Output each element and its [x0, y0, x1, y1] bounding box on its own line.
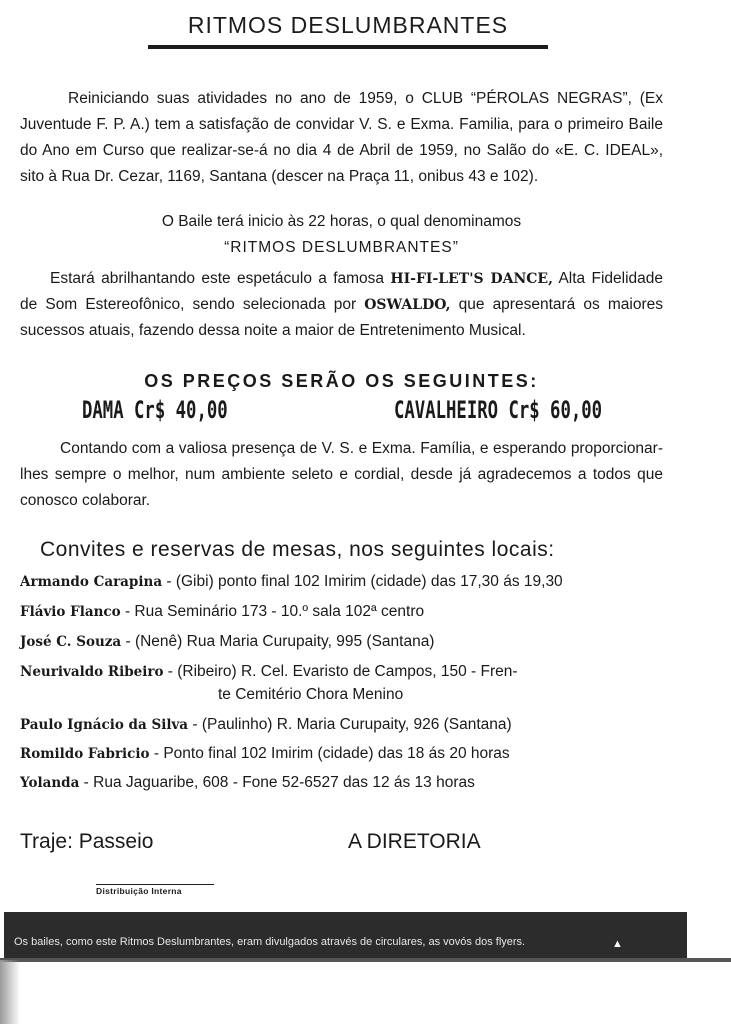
locations-heading: Convites e reservas de mesas, nos seguintes locais: — [40, 538, 555, 561]
page-curl-shadow — [0, 960, 20, 1024]
location-detail: - (Paulinho) R. Maria Curupaity, 926 (Santana) — [188, 716, 512, 733]
location-detail: - (Nenê) Rua Maria Curupaity, 995 (Santana) — [121, 633, 435, 650]
location-detail: - Ponto final 102 Imirim (cidade) das 18 ás 20 horas — [149, 745, 510, 762]
distribution-note: Distribuição Interna — [96, 884, 214, 896]
location-item-continuation — [218, 686, 648, 704]
price-dama: DAMA Cr$ 40,00 — [82, 396, 228, 424]
image-caption: Os bailes, como este Ritmos Deslumbrantes, eram divulgados através de circulares, as vovós dos flyers. — [14, 936, 526, 948]
image-caption-bar — [4, 912, 687, 958]
location-detail: te Cemitério Chora Menino — [218, 686, 404, 703]
event-name: “RITMOS DESLUMBRANTES” — [224, 239, 459, 256]
location-item — [20, 663, 670, 681]
closing-paragraph: Contando com a valiosa presença de V. S. e Exma. Família, e esperando proporcionar-lhes sempre o melhor, num ambiente seleto e cordial, desde já agradecemos a todos que conosco colaborar. — [20, 440, 663, 509]
location-name: José C. Souza — [20, 634, 122, 650]
location-detail: - (Gibi) ponto final 102 Imirim (cidade) das 17,30 ás 19,30 — [162, 573, 563, 590]
location-item — [20, 774, 670, 792]
price-cavalheiro: CAVALHEIRO Cr$ 60,00 — [394, 396, 603, 424]
band-name: HI-FI-LET'S DANCE, — [390, 271, 553, 287]
location-detail: - (Ribeiro) R. Cel. Evaristo de Campos, 150 - Fren- — [163, 663, 518, 680]
location-item — [20, 633, 670, 651]
location-item — [20, 716, 670, 734]
title-underline — [148, 45, 548, 49]
location-item — [20, 603, 670, 621]
location-name: Romildo Fabricio — [20, 746, 150, 762]
show-paragraph — [20, 266, 663, 344]
expand-arrow-icon[interactable]: ▲ — [612, 938, 623, 950]
flyer-title: RITMOS DESLUMBRANTES — [187, 12, 509, 38]
intro-paragraph: Reiniciando suas atividades no ano de 1959, o CLUB “PÉROLAS NEGRAS”, (Ex Juventude F. P. A.) tem a satisfação de convidar V. S. e Exma. Familia, para o primeiro Baile do Ano em Curso que realizar-se-á no dia 4 de Abril de 1959, no Salão do «E. C. IDEAL», sito à Rua Dr. Cezar, 1169, Santana (descer na Praça 11, onibus 43 e 102). — [20, 90, 663, 185]
dress-code: Traje: Passeio — [20, 830, 154, 853]
location-name: Paulo Ignácio da Silva — [20, 717, 189, 733]
location-detail: - Rua Jaguaribe, 608 - Fone 52-6527 das 12 ás 13 horas — [79, 774, 475, 791]
show-text-post: que apresentará os maiores sucessos atuais, fazendo dessa noite a maior de Entretenimento Musical. — [20, 296, 664, 339]
location-name: Flávio Flanco — [20, 604, 121, 620]
show-text-pre: Estará abrilhantando este espetáculo a famosa — [50, 270, 385, 287]
location-name: Yolanda — [20, 775, 80, 791]
show-text-mid: Alta Fidelidade de Som Estereofônico, sendo selecionada por — [20, 270, 664, 313]
location-item — [20, 573, 670, 591]
dj-name: OSWALDO, — [364, 297, 451, 313]
scan-edge — [0, 958, 731, 962]
signature: A DIRETORIA — [348, 830, 481, 853]
prices-heading: OS PREÇOS SERÃO OS SEGUINTES: — [144, 371, 539, 391]
location-detail: - Rua Seminário 173 - 10.º sala 102ª centro — [120, 603, 425, 620]
location-name: Neurivaldo Ribeiro — [20, 664, 164, 680]
location-name: Armando Carapina — [20, 574, 163, 590]
start-time-line: O Baile terá inicio às 22 horas, o qual denominamos — [161, 213, 522, 230]
location-item — [20, 745, 670, 763]
